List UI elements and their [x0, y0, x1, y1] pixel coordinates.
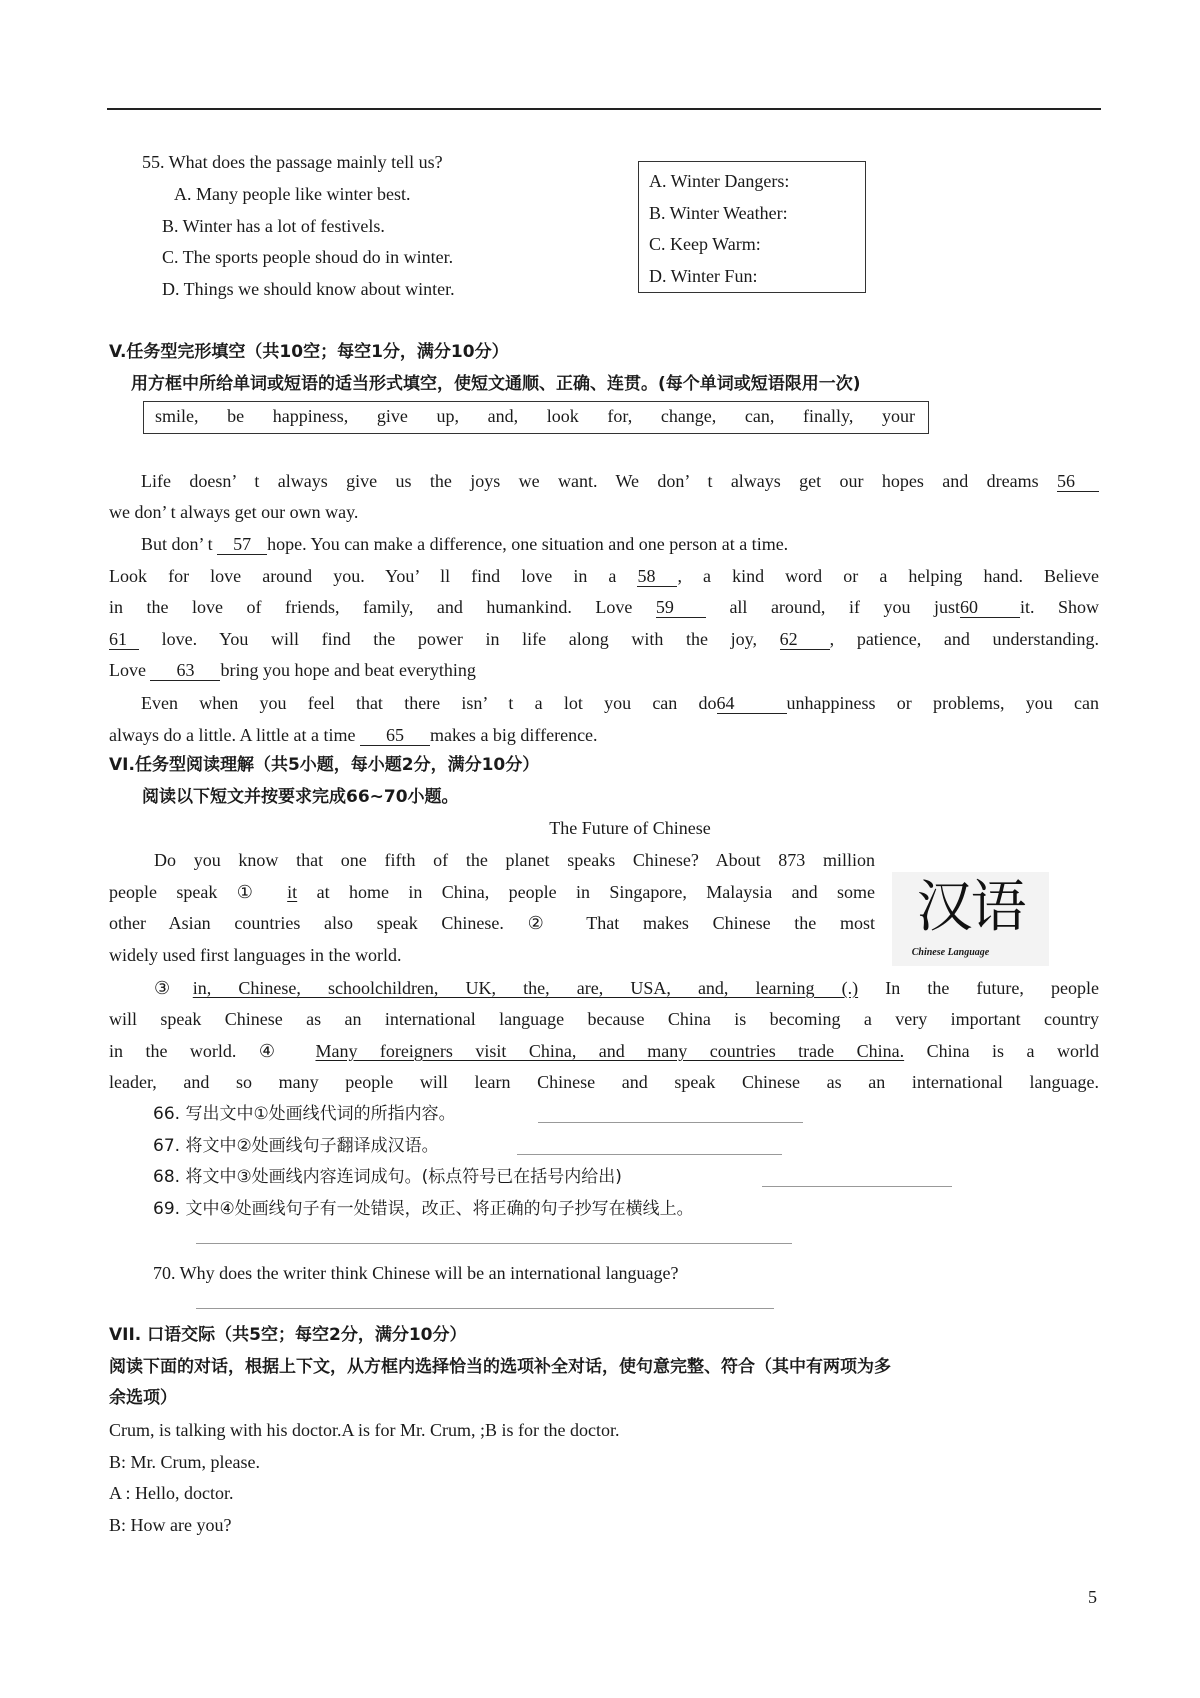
answer-line-66[interactable]: [538, 1122, 803, 1123]
dialogue-intro: Crum, is talking with his doctor.A is for Mr. Crum, ;B is for the doctor.: [109, 1420, 620, 1440]
blank-64[interactable]: 64: [717, 693, 787, 714]
answer-line-68[interactable]: [762, 1186, 952, 1187]
passage-line: Do you know that one fifth of the planet speaks Chinese? About 873 million: [154, 850, 875, 870]
blank-62[interactable]: 62: [780, 629, 830, 650]
cloze-line: 61 love. You will find the power in life along with the joy, 62 , patience, and understanding.: [109, 629, 1100, 649]
q55-option-a: A. Many people like winter best.: [174, 184, 411, 204]
blank-58[interactable]: 58: [637, 566, 677, 587]
passage-title: The Future of Chinese: [549, 818, 711, 838]
box-item-d: D. Winter Fun:: [649, 266, 758, 286]
section-5-instruction: 用方框中所给单词或短语的适当形式填空，使短文通顺、正确、连贯。(每个单词或短语限用一次): [131, 374, 861, 394]
question-69: 69. 文中④处画线句子有一处错误，改正、将正确的句子抄写在横线上。: [153, 1199, 694, 1219]
section-5-heading: V.任务型完形填空（共10空；每空1分，满分10分）: [109, 342, 509, 362]
header-rule: [107, 108, 1101, 110]
page-number: 5: [1088, 1587, 1097, 1607]
passage-line: widely used first languages in the world.: [109, 945, 402, 965]
q55-option-d: D. Things we should know about winter.: [162, 279, 455, 299]
blank-63[interactable]: 63: [150, 660, 220, 681]
word-box-text: smile, be happiness, give up, and, look for, change, can, finally, your: [155, 406, 915, 426]
cloze-line: we don’ t always get our own way.: [109, 502, 359, 522]
cloze-line: Love 63 bring you hope and beat everything: [109, 660, 476, 680]
cloze-line: Life doesn’ t always give us the joys we want. We don’ t always get our hopes and dreams 56: [141, 469, 1099, 493]
blank-65[interactable]: 65: [360, 725, 430, 746]
box-item-b: B. Winter Weather:: [649, 203, 788, 223]
dialogue-line: A : Hello, doctor.: [109, 1483, 234, 1503]
cloze-line: Look for love around you. You’ ll find love in a 58 , a kind word or a helping hand. Believe: [109, 566, 1099, 586]
cloze-line: always do a little. A little at a time 65 makes a big difference.: [109, 725, 598, 745]
passage-line: will speak Chinese as an international language because China is becoming a very important country: [109, 1009, 1099, 1029]
q55-option-c: C. The sports people shoud do in winter.: [162, 247, 454, 267]
passage-line: in the world. ④ Many foreigners visit China, and many countries trade China. China is a world: [109, 1041, 1099, 1061]
passage-line: other Asian countries also speak Chinese. ② That makes Chinese the most: [109, 913, 875, 933]
section-7-instruction: 阅读下面的对话，根据上下文，从方框内选择恰当的选项补全对话，使句意完整、符合（其中有两项为多: [109, 1357, 891, 1377]
question-70: 70. Why does the writer think Chinese will be an international language?: [153, 1263, 679, 1283]
blank-56[interactable]: 56: [1057, 471, 1099, 492]
image-caption: Chinese Language: [911, 947, 990, 958]
cloze-line: Even when you feel that there isn’ t a lot you can do64 unhappiness or problems, you can: [141, 693, 1099, 713]
blank-61[interactable]: 61: [109, 629, 139, 650]
answer-line-69[interactable]: [196, 1243, 792, 1244]
blank-59[interactable]: 59: [656, 597, 706, 618]
box-item-c: C. Keep Warm:: [649, 234, 761, 254]
passage-line: leader, and so many people will learn Chinese and speak Chinese as an international language.: [109, 1072, 1099, 1092]
section-7-instruction-cont: 余选项）: [109, 1388, 177, 1408]
image-chars: 汉语: [916, 875, 1025, 940]
answer-line-67[interactable]: [517, 1154, 782, 1155]
passage-line: ③in, Chinese, schoolchildren, UK, the, are, USA, and, learning (.) In the future, people: [154, 978, 1099, 998]
question-68: 68. 将文中③处画线内容连词成句。(标点符号已在括号内给出): [153, 1167, 622, 1187]
q55-option-b: B. Winter has a lot of festivels.: [162, 216, 385, 236]
question-67: 67. 将文中②处画线句子翻译成汉语。: [153, 1136, 439, 1156]
cloze-line: in the love of friends, family, and humankind. Love 59 all around, if you just60 it. Show: [109, 597, 1100, 617]
dialogue-line: B: Mr. Crum, please.: [109, 1452, 260, 1472]
dialogue-line: B: How are you?: [109, 1515, 232, 1535]
blank-57[interactable]: 57: [217, 534, 267, 555]
q55-question: 55. What does the passage mainly tell us?: [142, 152, 443, 172]
cloze-line: But don’ t 57 hope. You can make a difference, one situation and one person at a time.: [141, 534, 789, 554]
section-6-instruction: 阅读以下短文并按要求完成66~70小题。: [142, 787, 459, 807]
section-6-heading: VI.任务型阅读理解（共5小题，每小题2分，满分10分）: [109, 755, 540, 775]
blank-60[interactable]: 60: [960, 597, 1020, 618]
chinese-language-image: [892, 872, 1049, 966]
answer-line-70[interactable]: [196, 1308, 774, 1309]
question-66: 66. 写出文中①处画线代词的所指内容。: [153, 1104, 456, 1124]
box-item-a: A. Winter Dangers:: [649, 171, 790, 191]
section-7-heading: VII. 口语交际（共5空；每空2分，满分10分）: [109, 1325, 467, 1345]
passage-line: people speak ① it at home in China, people in Singapore, Malaysia and some: [109, 882, 875, 902]
